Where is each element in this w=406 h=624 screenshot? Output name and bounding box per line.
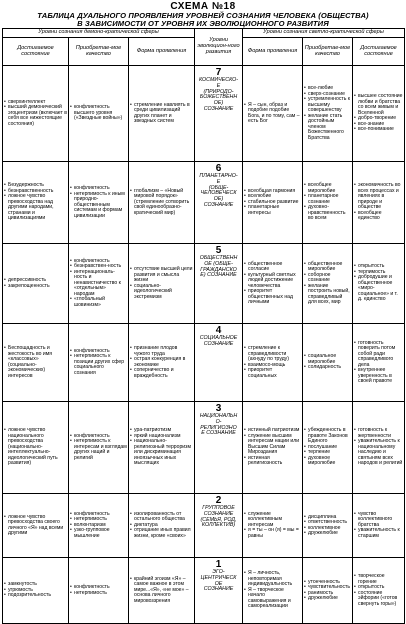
bullet-item: • социально-идеологический экстремизм	[130, 284, 193, 301]
bullet-item: • экономичность во всех процессах и явлениях в природе и обществе	[354, 183, 403, 211]
bullet-item: • безнравственность	[4, 189, 67, 195]
bullet-item: • дружелюбие	[304, 596, 351, 602]
left-state-cell	[3, 494, 69, 558]
level-name-line: Е) СОЗНАНИЕ	[200, 272, 237, 279]
bullet-item: • стремление навлиять в среди цивилизаций других планет и звездных систем	[130, 103, 193, 125]
bullet-list	[354, 94, 403, 133]
bullet-item: • острая конкуренция в экономике	[130, 357, 193, 368]
bullet-list	[304, 354, 351, 371]
bullet-list	[130, 103, 193, 125]
bullet-list	[4, 346, 67, 379]
bullet-item: • социальное миролюбие	[304, 354, 351, 365]
left-state-cell	[3, 244, 69, 324]
bullet-item: • желание стать достойным членом Божественного Братства	[304, 114, 351, 142]
level-name-line: О-	[215, 418, 222, 425]
bullet-list	[130, 267, 193, 300]
bullet-item: • ложное чувство превосходства над другими народами, странами и цивилизациями	[4, 194, 67, 222]
bullet-item: • глобализм – «Новый мировой порядок» (стремление сотворить свой единообразно-кратический мир)	[130, 189, 193, 217]
bullet-item: • конфликтность	[70, 585, 127, 591]
bullet-item: • конфликтность	[70, 434, 127, 440]
level-number: 1	[215, 559, 222, 571]
bullet-list	[354, 264, 403, 303]
bullet-list	[130, 428, 193, 467]
bullet-item: • конфликтность	[70, 259, 127, 265]
level-name-line: КОЛЛЕКТИВ)	[201, 522, 236, 529]
level-name-line: ЭГО-	[212, 569, 225, 576]
bullet-item: • коллективное	[304, 526, 351, 532]
right-quality-cell	[303, 162, 353, 244]
bullet-list	[354, 341, 403, 385]
level-name-line: ГРАЖДАНСКО	[200, 266, 237, 273]
bullet-item: • депрессивность	[4, 278, 67, 284]
left-quality-cell	[69, 324, 129, 402]
left-quality-cell	[69, 558, 129, 624]
bullet-item: • общественное миролюбие	[304, 262, 351, 273]
level-number: 6	[215, 163, 222, 175]
bullet-item: • нетерпимость к позиции других сфер социального сознания	[70, 354, 127, 376]
table-row	[3, 324, 405, 402]
level-name-line: Е	[216, 178, 221, 185]
level-name-line: БОЖЕСТВЕНН	[199, 94, 238, 101]
col-left-form: Форма проявления	[129, 38, 195, 66]
left-form-cell	[129, 558, 195, 624]
bullet-item: • высший демонический эгоцентризм (включает в себя все нижестоящие состояния)	[4, 105, 67, 127]
scheme-number: СХЕМА №18	[170, 1, 236, 12]
left-form-cell	[129, 402, 195, 494]
left-quality-cell	[69, 244, 129, 324]
right-quality-cell	[303, 558, 353, 624]
bullet-item: • все-понимание	[354, 127, 403, 133]
bullet-item: • все-любие	[304, 86, 351, 92]
left-quality-cell	[69, 162, 129, 244]
bullet-list	[70, 585, 127, 596]
bullet-item: • планетарное сознание	[304, 194, 351, 205]
bullet-list	[244, 189, 301, 217]
bullet-item: • служение коллективным интересам	[244, 512, 301, 529]
level-name-line: СОЦИАЛЬНОЕ	[199, 335, 238, 342]
right-quality-cell	[303, 494, 353, 558]
table-subtitle: В ЗАВИСИМОСТИ ОТ УРОВНЯ ИХ ЭВОЛЮЦИОННОГО РАЗВИТИЯ	[77, 18, 329, 28]
bullet-item: • Беспощадность и жестокость во имя «классовых» (социально-экономических) интересов	[4, 346, 67, 379]
bullet-item: • яркий национализм	[130, 434, 193, 440]
bullet-item: • послушание	[304, 445, 351, 451]
right-form-cell	[243, 162, 303, 244]
bullet-item: • крайний эгоизм «Я» – самое важное в этом мире...«Я», «не мое» – основа личного мировоззрения	[130, 577, 193, 605]
level-cell	[195, 66, 243, 162]
bullet-item: • «глобальный шовинизм»	[70, 297, 127, 308]
left-state-cell	[3, 324, 69, 402]
right-state-cell	[353, 66, 405, 162]
bullet-item: • нетерпимость к интересам и взглядам других наций и религий	[70, 439, 127, 461]
right-state-cell	[353, 558, 405, 624]
bullet-item: • истинный патриотизм	[244, 428, 301, 434]
col-right-form: Форма проявления	[243, 38, 303, 66]
bullet-item: • угрюмость	[4, 588, 67, 594]
table-row	[3, 162, 405, 244]
bullet-list	[70, 434, 127, 462]
bullet-item: • вселюбие	[244, 194, 301, 200]
bullet-item: • Я – сын, образ и подобие подобие Бога, и по тому, сам – есть Бог	[244, 103, 301, 125]
left-form-cell	[129, 162, 195, 244]
bullet-item: • все-знание	[354, 122, 403, 128]
table-row	[3, 494, 405, 558]
bullet-item: • конфликтность	[70, 349, 127, 355]
right-group-header: Уровни сознания светло-кратической сферы	[243, 29, 405, 38]
level-number: 3	[215, 403, 222, 415]
bullet-list	[4, 428, 67, 467]
level-name-line: ЧЕЛОВЕЧЕСК	[200, 190, 237, 197]
left-group-header: Уровни сознания демоно-кратической сферы	[3, 29, 195, 38]
right-form-cell	[243, 66, 303, 162]
bullet-item: • отрицание иных правил жизни, кроме «своих»	[130, 528, 193, 539]
level-cell	[195, 162, 243, 244]
level-name-line: ОЕ	[214, 580, 223, 587]
bullet-item: • ура-патриотизм	[130, 428, 193, 434]
right-quality-cell	[303, 66, 353, 162]
left-quality-cell	[69, 66, 129, 162]
bullet-item: • духовное миролюбие	[304, 456, 351, 467]
bullet-item: • взаимосо-мощь	[244, 363, 301, 369]
consciousness-levels-table	[2, 28, 405, 624]
level-cell	[195, 324, 243, 402]
left-form-cell	[129, 244, 195, 324]
bullet-item: • чувство коллективного братства	[354, 512, 403, 529]
bullet-item: • конфликтность высшего уровня («Звездные войны»)	[70, 105, 127, 122]
bullet-list	[244, 571, 301, 610]
bullet-item: • признание плодов чужого труда	[130, 346, 193, 357]
col-right-state: Достигаемое состояние	[353, 38, 405, 66]
left-form-cell	[129, 66, 195, 162]
level-name-line: Е	[216, 82, 221, 89]
bullet-list	[244, 103, 301, 125]
bullet-item: • терпимость	[354, 270, 403, 276]
bullet-item: • добро-творение	[354, 116, 403, 122]
table-row	[3, 66, 405, 162]
bullet-item: • сверхинтеллект	[4, 100, 67, 106]
level-name-line: СОЗНАНИЕ	[203, 510, 234, 517]
level-name-line: ЦЕНТРИЧЕСК	[200, 574, 237, 581]
bullet-item: • интернациональ-ность и ненавистничество к «отдельным» народам	[70, 270, 127, 298]
level-name-line: СОЗНАНИЕ	[203, 586, 234, 593]
bullet-item: • конфликтность	[70, 186, 127, 192]
bullet-item: • служение высшим интересам нации или Высшим Силам Мироздания	[244, 434, 301, 456]
bullet-list	[304, 183, 351, 222]
right-form-cell	[243, 402, 303, 494]
bullet-item: • изолированность от остального общества	[130, 512, 193, 523]
bullet-item: • ответственность	[304, 520, 351, 526]
left-form-cell	[129, 324, 195, 402]
table-body	[3, 66, 405, 624]
left-form-cell	[129, 494, 195, 558]
bullet-item: • нетерпимость	[70, 591, 127, 597]
right-state-cell	[353, 402, 405, 494]
bullet-list	[4, 100, 67, 128]
bullet-item: • отсутствие высшей цели развития и смысла жизни	[130, 267, 193, 284]
bullet-item: • приоритет общественных над личными	[244, 289, 301, 306]
bullet-item: • уважительность к старшим	[354, 528, 403, 539]
bullet-item: • чувствительность	[304, 585, 351, 591]
level-name-line: КОСМИЧЕСКО-	[199, 77, 239, 84]
bullet-item: • открытость	[354, 264, 403, 270]
level-number: 5	[215, 245, 222, 257]
right-quality-cell	[303, 402, 353, 494]
bullet-item: • соперничество и враждебность	[130, 368, 193, 379]
table-row	[3, 402, 405, 494]
bullet-item: • желание построить новый, справедливый для всех, мир	[304, 284, 351, 306]
bullet-item: • закрепощенность	[4, 284, 67, 290]
bullet-item: • соборное сознание	[304, 273, 351, 284]
table-row	[3, 244, 405, 324]
level-name-line: (ОБЩЕ-	[208, 184, 229, 191]
bullet-item: • уважительность к национальному наследию и святыням всех народов и религий	[354, 439, 403, 467]
bullet-item: • общественное согласие	[244, 262, 301, 273]
bullet-list	[304, 580, 351, 602]
level-name-line: СОЗНАНИЕ	[203, 340, 234, 347]
level-cell	[195, 402, 243, 494]
bullet-item: • конфликтность	[70, 512, 127, 518]
bullet-list	[4, 183, 67, 222]
bullet-list	[354, 428, 403, 467]
right-form-cell	[243, 558, 303, 624]
bullet-list	[4, 515, 67, 537]
bullet-list	[70, 186, 127, 219]
bullet-item: • я = ты – он (я) = мы = равны	[244, 528, 301, 539]
bullet-item: • сверх-сознание	[304, 92, 351, 98]
right-form-cell	[243, 324, 303, 402]
level-name-line: (ПРИРОДО-	[203, 88, 234, 95]
level-name-line: ГРУППОВОЕ	[202, 505, 235, 512]
col-left-quality: Приобретае-мое качество	[69, 38, 129, 66]
bullet-item: • готовность к жертвенности	[354, 428, 403, 439]
bullet-item: • ложное чувство превосходства своего личного «Я» над всеми другими	[4, 515, 67, 537]
bullet-item: • терпение	[304, 450, 351, 456]
bullet-item: • ложное чувство национального превосходства (национально-интеллектуально-идеологический путь развития)	[4, 428, 67, 467]
level-name-line: СОЗНАНИЕ	[203, 105, 234, 112]
level-name-line: ОЕ (ОБЩЕ-	[204, 260, 233, 267]
level-name-line: Е СОЗНАНИЕ	[201, 430, 236, 437]
level-name-line: НАЦИОНАЛЬН	[199, 413, 238, 420]
right-quality-cell	[303, 244, 353, 324]
bullet-item: • подозрительность	[4, 593, 67, 599]
bullet-list	[304, 428, 351, 467]
bullet-item: • состояние эйфории («готов свернуть горы»)	[354, 591, 403, 608]
bullet-item: • убежденность в правоте Законов Единого	[304, 428, 351, 445]
bullet-list	[70, 349, 127, 377]
level-name-line: СОЗНАНИЕ	[203, 201, 234, 208]
bullet-list	[70, 105, 127, 122]
bullet-item: • готовность поверить потом собой ради справедливого дела	[354, 341, 403, 369]
col-left-state: Достигаемое состояние	[3, 38, 69, 66]
bullet-list	[244, 262, 301, 306]
level-name-line: ПЛАНЕТАРНО-	[199, 173, 238, 180]
middle-group-header: Уровни эволюцион-ного развития	[195, 29, 243, 66]
bullet-list	[70, 259, 127, 309]
right-state-cell	[353, 494, 405, 558]
left-state-cell	[3, 162, 69, 244]
left-state-cell	[3, 402, 69, 494]
bullet-item: • нетерпимость	[70, 517, 127, 523]
bullet-item: • духовно-нравственность во всем	[304, 205, 351, 222]
level-cell	[195, 244, 243, 324]
bullet-item: • безнравствен-ность	[70, 264, 127, 270]
level-cell	[195, 494, 243, 558]
right-form-cell	[243, 244, 303, 324]
bullet-list	[304, 86, 351, 141]
table-row	[3, 558, 405, 624]
bullet-item: • устремленность к высшему совершенству	[304, 97, 351, 114]
bullet-item: • стремление к справедливости (ахнуду по труду)	[244, 346, 301, 363]
bullet-list	[244, 512, 301, 540]
bullet-item: • утонченность	[304, 580, 351, 586]
bullet-list	[130, 512, 193, 540]
bullet-list	[70, 512, 127, 540]
bullet-list	[304, 262, 351, 306]
level-name-line: РЕЛИГИОЗНО	[200, 424, 237, 431]
bullet-item: • приоритет социальных	[244, 368, 301, 379]
right-quality-cell	[303, 324, 353, 402]
bullet-list	[354, 512, 403, 540]
bullet-item: • всеобщее единство	[354, 211, 403, 222]
bullet-item: • дружелюбие	[304, 531, 351, 537]
bullet-item: • ранимость	[304, 591, 351, 597]
bullet-item: • добродушие и общественное «миро-социальное» и т. д. единство	[354, 275, 403, 303]
bullet-list	[130, 189, 193, 217]
right-state-cell	[353, 324, 405, 402]
level-number: 2	[215, 495, 222, 507]
level-name-line: ОЕ)	[213, 196, 224, 203]
left-quality-cell	[69, 494, 129, 558]
right-form-cell	[243, 494, 303, 558]
bullet-list	[4, 278, 67, 289]
level-number: 4	[215, 325, 222, 337]
bullet-list	[130, 577, 193, 605]
bullet-list	[130, 346, 193, 379]
bullet-item: • планетарные интересы	[244, 205, 301, 216]
level-name-line: ОБЩЕСТВЕНН	[199, 255, 238, 262]
bullet-item: • культурный светлых людей достижение человечества	[244, 273, 301, 290]
table-title: ТАБЛИЦА ДУАЛЬНОГО ПРОЯВЛЕНИЯ УРОВНЕЙ СОЗНАНИЯ ЧЕЛОВЕКА (ОБЩЕСТВА)	[37, 11, 369, 20]
bullet-item: • открытость	[354, 585, 403, 591]
bullet-item: • всеобщая гармония	[244, 189, 301, 195]
bullet-item: • Я – творческое начало самовыражения и самореализации	[244, 588, 301, 610]
left-state-cell	[3, 66, 69, 162]
bullet-list	[244, 346, 301, 379]
bullet-item: • национально-религиозный терроризм или дискриминация иноязычных иных мыслящих	[130, 439, 193, 467]
bullet-item: • творческое горение	[354, 574, 403, 585]
bullet-item: • солидарность	[304, 365, 351, 371]
bullet-list	[4, 582, 67, 599]
left-state-cell	[3, 558, 69, 624]
bullet-item: • нетерпимость к иным природно-общественным системам и формам цивилизации	[70, 192, 127, 220]
group-header-row	[3, 29, 405, 38]
bullet-item: • узко-групповое мышление	[70, 528, 127, 539]
bullet-list	[304, 515, 351, 537]
col-right-quality: Приобретае-мое качество	[303, 38, 353, 66]
level-number: 7	[215, 67, 222, 79]
bullet-list	[354, 574, 403, 607]
bullet-list	[354, 183, 403, 222]
bullet-item: • истинная религиозность	[244, 456, 301, 467]
level-cell	[195, 558, 243, 624]
bullet-item: • замкнутость	[4, 582, 67, 588]
bullet-item: • Безудержность	[4, 183, 67, 189]
level-name-line: (СЕМЬЯ, РОД,	[200, 516, 237, 523]
bullet-item: • высшее состояние любви и братства со всем живым и Вселенной	[354, 94, 403, 116]
bullet-item: • волюнтаризм	[70, 523, 127, 529]
bullet-item: • всеобщее миролюбие	[304, 183, 351, 194]
right-state-cell	[353, 244, 405, 324]
bullet-list	[244, 428, 301, 467]
right-state-cell	[353, 162, 405, 244]
bullet-item: • внутреннее уверенность в своей правоте	[354, 368, 403, 385]
bullet-item: • дисциплина	[304, 515, 351, 521]
bullet-item: • стабильное развитие	[244, 200, 301, 206]
bullet-item: • диктатура	[130, 523, 193, 529]
left-quality-cell	[69, 402, 129, 494]
bullet-item: • Я – личность, неповторимая индивидуальность	[244, 571, 301, 588]
level-name-line: ОЕ)	[213, 100, 224, 107]
